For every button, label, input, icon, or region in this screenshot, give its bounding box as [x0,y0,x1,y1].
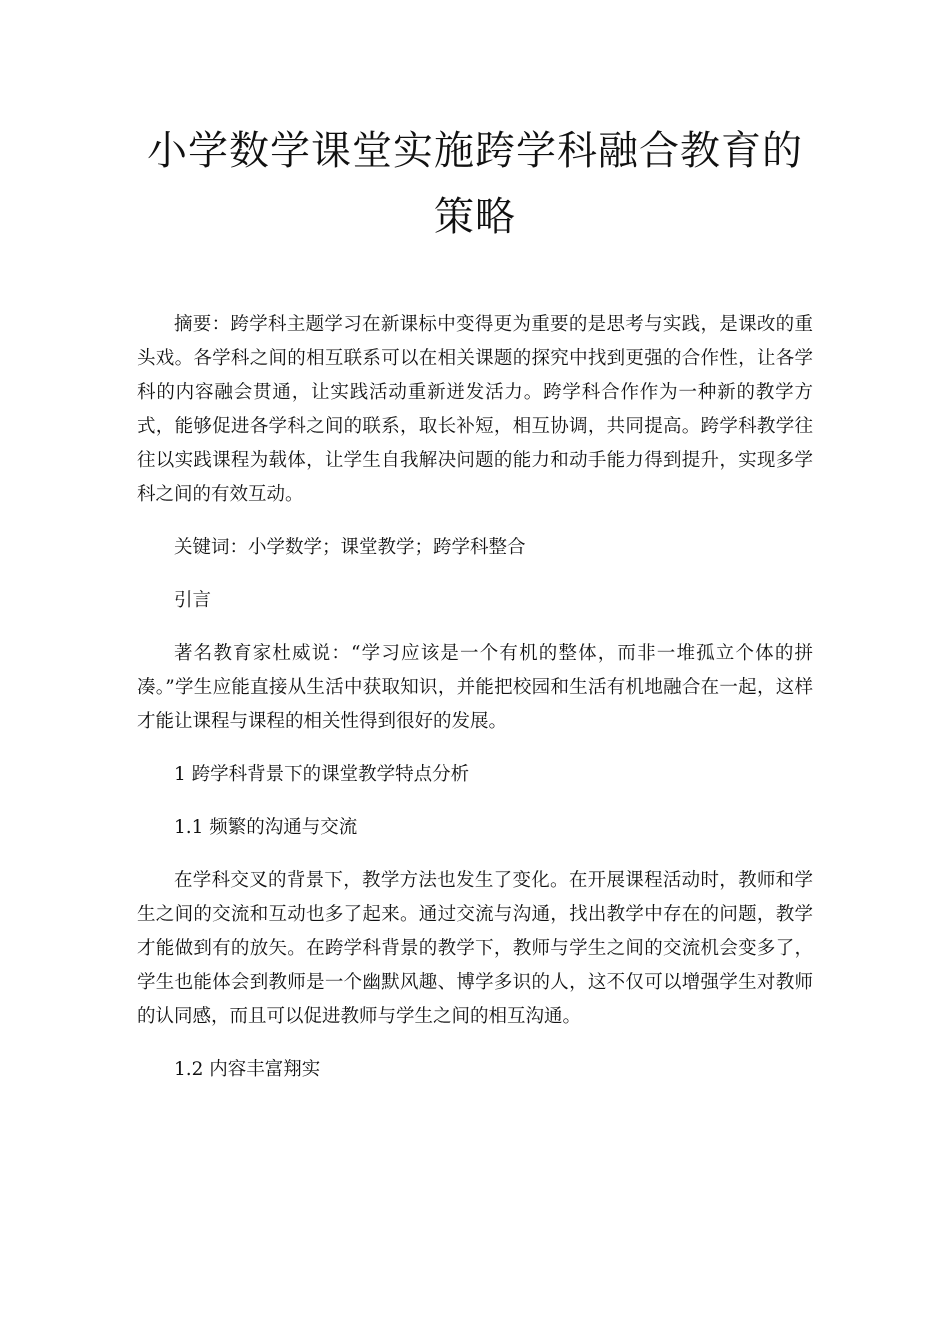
section-1-heading: 1 跨学科背景下的课堂教学特点分析 [174,764,470,785]
document-title: 小学数学课堂实施跨学科融合教育的策略 [147,128,803,240]
keywords-line: 关键词：小学数学；课堂教学；跨学科整合 [174,537,526,558]
section-1-2-heading: 1.2 内容丰富翔实 [174,1059,321,1080]
abstract-paragraph: 摘要：跨学科主题学习在新课标中变得更为重要的是思考与实践，是课改的重头戏。各学科之间的相互联系可以在相关课题的探究中找到更强的合作性，让各学科的内容融会贯通，让实践活动重新迸发活力。跨学科合作作为一种新的教学方式，能够促进各学科之间的联系，取长补短，相互协调，共同提高。跨学科教学往往以实践课程为载体，让学生自我解决问题的能力和动手能力得到提升，实现多学科之间的有效互动。 [137,314,813,505]
intro-heading: 引言 [174,590,212,611]
section-1-1-heading: 1.1 频繁的沟通与交流 [174,817,358,838]
section-1-1-paragraph: 在学科交叉的背景下，教学方法也发生了变化。在开展课程活动时，教师和学生之间的交流和互动也多了起来。通过交流与沟通，找出教学中存在的问题，教学才能做到有的放矢。在跨学科背景的教学下，教师与学生之间的交流机会变多了，学生也能体会到教师是一个幽默风趣、博学多识的人，这不仅可以增强学生对教师的认同感，而且可以促进教师与学生之间的相互沟通。 [137,870,813,1027]
intro-paragraph: 著名教育家杜威说：“学习应该是一个有机的整体，而非一堆孤立个体的拼凑。”学生应能直接从生活中获取知识，并能把校园和生活有机地融合在一起，这样才能让课程与课程的相关性得到很好的发展。 [137,643,813,732]
document-body [137,308,813,1106]
